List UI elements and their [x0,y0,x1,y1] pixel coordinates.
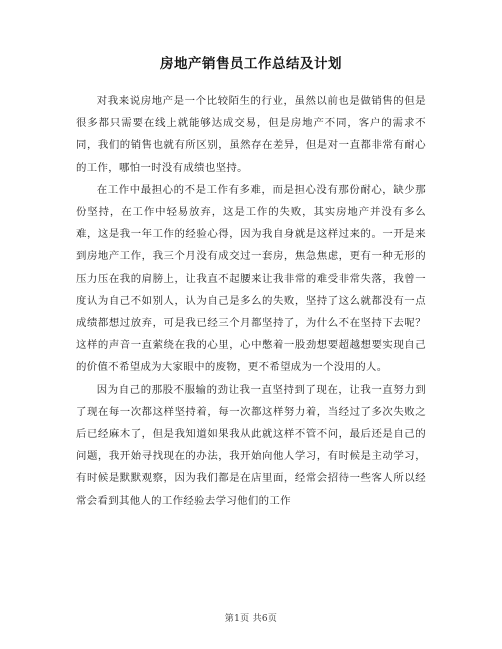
page-number-footer: 第1页 共6页 [224,614,278,624]
paragraph-2: 在工作中最担心的不是工作有多难，而是担心没有那份耐心，缺少那份坚持，在工作中轻易放弃，这是工作的失败，其实房地产并没有多么难，这是我一年工作的经验心得，因为我自身就是这样过来的。一开是来到房地产工作，我三个月没有成交过一套房，焦急焦虑，更有一种无形的压力压在我的肩膀上，让我直不起腰来让我非常的难受非常失落，我曾一度认为自己不如别人，认为自己是多么的失败，坚持了这么就都没有一点成绩都想过放弃，可是我已经三个月都坚持了，为什么不在坚持下去呢？这样的声音一直萦绕在我的心里，心中憋着一股劲想要超越想要实现自己的价值不希望成为大家眼中的废物，更不希望成为一个没用的人。 [76,183,426,374]
document-title: 房地产销售员工作总结及计划 [160,56,342,72]
paragraph-1: 对我来说房地产是一个比较陌生的行业，虽然以前也是做销售的但是很多都只需要在线上就能够达成交易，但是房地产不同，客户的需求不同，我们的销售也就有所区别，虽然存在差异，但是对一直都非常有耐心的工作，哪怕一时没有成绩也坚持。 [76,95,426,174]
paragraph-3: 因为自己的那股不服输的劲让我一直坚持到了现在，让我一直努力到了现在每一次都这样坚持着，每一次都这样努力着，当经过了多次失败之后已经麻木了，但是我知道如果我从此就这样不管不问，最后还是自己的问题，我开始寻找现在的办法，我开始向他人学习，有时候是主动学习，有时候是默默观察，因为我们都是在店里面，经常会招待一些客人所以经常会看到其他人的工作经验去学习他们的工作 [76,383,426,507]
document-body [76,90,426,512]
